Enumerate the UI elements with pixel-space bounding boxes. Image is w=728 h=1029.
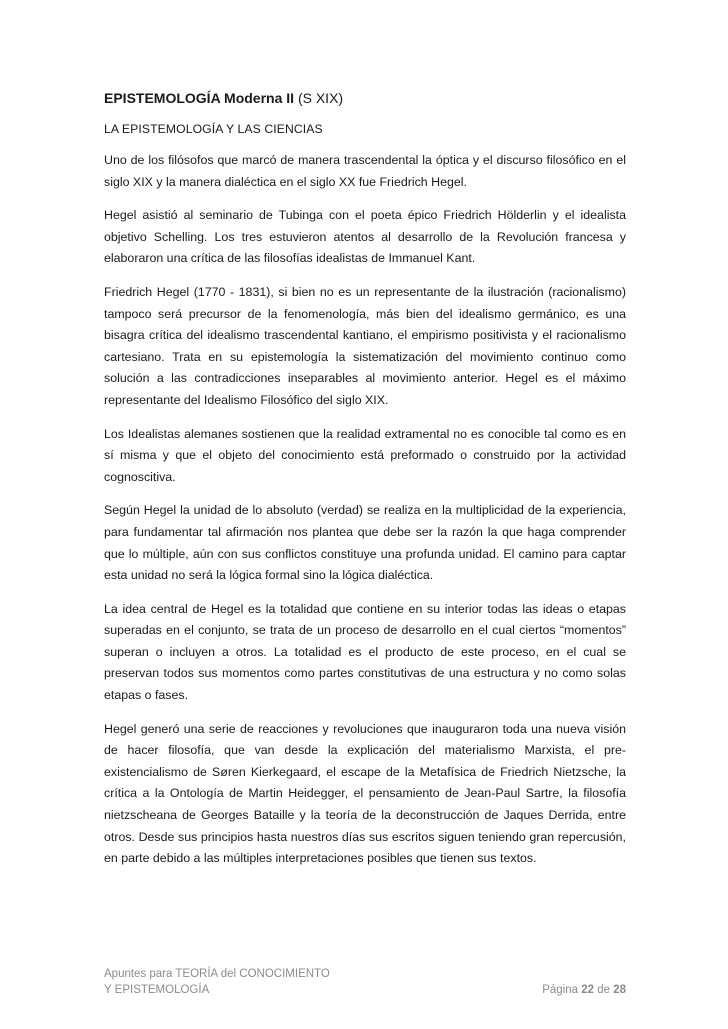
page-body: [104, 88, 626, 882]
section-heading: LA EPISTEMOLOGÍA Y LAS CIENCIAS: [104, 122, 323, 136]
footer-line-1: Apuntes para TEORÍA del CONOCIMIENTO: [104, 968, 330, 980]
paragraph-intro: Uno de los filósofos que marcó de manera trascendental la óptica y el discurso filosófico en el siglo XIX y la manera dialéctica en el siglo XX fue Friedrich Hegel.: [104, 153, 626, 189]
paragraph-idealistas: Los Idealistas alemanes sostienen que la realidad extramental no es conocible tal como es en sí misma y que el objeto del conocimiento está preformado o construido por la actividad cognoscitiva.: [104, 426, 626, 484]
paragraph-unidad-absoluto: Según Hegel la unidad de lo absoluto (verdad) se realiza en la multiplicidad de la experiencia, para fundamentar tal afirmación nos plantea que debe ser la razón la que haga comprender que lo múltiple, aún con sus conflictos constituye una profunda unidad. El camino para captar esta unidad no será la lógica formal sino la lógica dialéctica.: [104, 503, 626, 583]
page-current: 22: [581, 984, 595, 996]
paragraph-hegel-bio: Friedrich Hegel (1770 - 1831), si bien no es un representante de la ilustración (racionalismo) tampoco será precursor de la fenomenología, más bien del idealismo germánico, es una bisagra crítica del idealismo trascendental kantiano, el empirismo positivista y el racionalismo cartesiano. Trata en su epistemología la sistematización del movimiento continuo como solución a las contradicciones inseparables al movimiento anterior. Hegel es el máximo representante del Idealismo Filosófico del siglo XIX.: [104, 284, 626, 407]
paragraph-influencia: Hegel generó una serie de reacciones y revoluciones que inauguraron toda una nueva visión de hacer filosofía, que van desde la explicación del materialismo Marxista, el pre-existencialismo de Søren Kierkegaard, el escape de la Metafísica de Friedrich Nietzsche, la crítica a la Ontología de Martin Heidegger, el pensamiento de Jean-Paul Sartre, la filosofía nietzscheana de Georges Bataille y la teoría de la deconstrucción de Jaques Derrida, entre otros. Desde sus principios hasta nuestros días sus escritos siguen teniendo gran repercusión, en parte debido a las múltiples interpretaciones posibles que tienen sus textos.: [104, 721, 626, 866]
document-title-main: EPISTEMOLOGÍA Moderna II: [104, 90, 295, 106]
page-number: [542, 982, 626, 998]
footer-line-2: Y EPISTEMOLOGÍA: [104, 984, 210, 996]
paragraph-tubinga: Hegel asistió al seminario de Tubinga con el poeta épico Friedrich Hölderlin y el idealista objetivo Schelling. Los tres estuvieron atentos al desarrollo de la Revolución francesa y elaboraron una crítica de las filosofías idealistas de Immanuel Kant.: [104, 208, 626, 266]
document-title: [104, 88, 626, 108]
page-separator: de: [594, 984, 614, 996]
page-total: 28: [613, 984, 626, 996]
document-title-period: (S XIX): [294, 90, 344, 106]
footer-course-title: [104, 966, 330, 998]
paragraph-totalidad: La idea central de Hegel es la totalidad que contiene en su interior todas las ideas o etapas superadas en el conjunto, se trata de un proceso de desarrollo en el cual ciertos “momentos” superan o incluyen a otros. La totalidad es el producto de este proceso, en el cual se preservan todos sus momentos como partes constitutivas de una estructura y no como solas etapas o fases.: [104, 601, 626, 703]
page-label: Página: [542, 984, 582, 996]
